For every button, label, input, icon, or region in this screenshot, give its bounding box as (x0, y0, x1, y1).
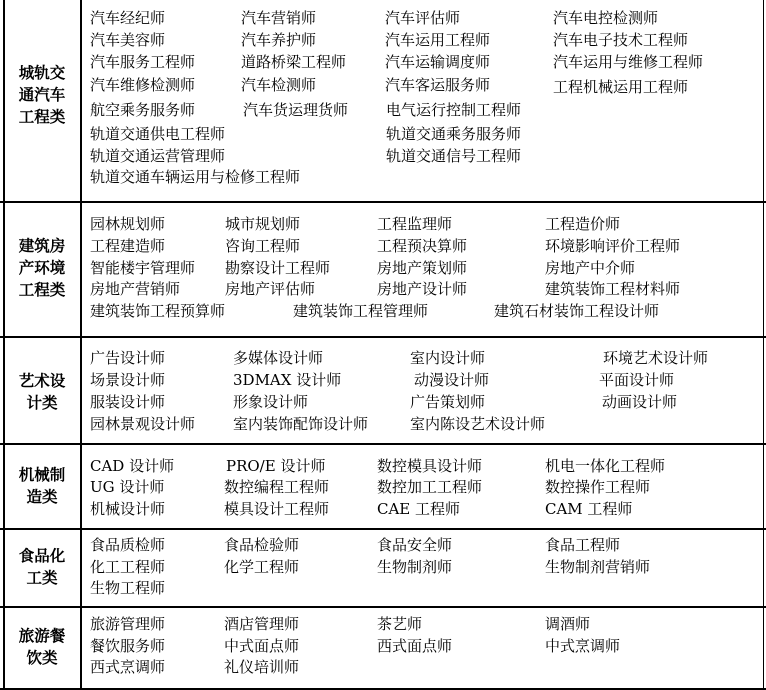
job-title: 食品安全师 (377, 536, 453, 554)
job-title: 房地产策划师 (377, 259, 468, 277)
job-title: 勘察设计工程师 (225, 259, 331, 277)
job-title: 汽车美容师 (90, 31, 166, 49)
category-line: 工程类 (18, 281, 66, 299)
job-title: 汽车养护师 (241, 31, 317, 49)
job-title: 西式面点师 (377, 637, 453, 655)
job-title: 工程机械运用工程师 (553, 78, 689, 96)
category-line: 机械制 (18, 466, 66, 484)
category-line: 艺术设 (18, 372, 66, 390)
job-title: 数控加工工程师 (377, 478, 483, 496)
job-title: 园林规划师 (90, 215, 166, 233)
job-title: 航空乘务服务师 (90, 101, 196, 119)
section-divider (0, 443, 766, 445)
job-title: 化工工程师 (90, 558, 166, 576)
category-label (4, 625, 80, 669)
category-label (4, 464, 80, 508)
job-title: 汽车货运理货师 (243, 101, 349, 119)
job-title: 生物工程师 (90, 579, 166, 597)
job-title: 广告策划师 (410, 393, 486, 411)
job-title: UG 设计师 (90, 478, 165, 496)
category-label (4, 235, 80, 301)
job-title: 轨道交通供电工程师 (90, 125, 226, 143)
table-right-border (763, 0, 764, 690)
job-title: PRO/E 设计师 (226, 457, 326, 475)
job-title: 轨道交通运营管理师 (90, 147, 226, 165)
category-line: 建筑房 (18, 237, 66, 255)
job-title: 3DMAX 设计师 (233, 371, 342, 389)
job-title: 室内设计师 (410, 349, 486, 367)
job-title: 汽车营销师 (241, 9, 317, 27)
job-title: 动漫设计师 (414, 371, 490, 389)
job-title: 室内陈设艺术设计师 (410, 415, 546, 433)
job-title: 室内装饰配饰设计师 (233, 415, 369, 433)
job-title: 生物制剂师 (377, 558, 453, 576)
category-line: 造类 (26, 488, 58, 506)
job-title: 轨道交通信号工程师 (386, 147, 522, 165)
category-label (4, 545, 80, 589)
job-title: 汽车服务工程师 (90, 53, 196, 71)
job-title: 广告设计师 (90, 349, 166, 367)
category-label (4, 62, 80, 128)
job-title: 汽车客运服务师 (385, 76, 491, 94)
job-title: 礼仪培训师 (224, 658, 300, 676)
job-title: 汽车运输调度师 (385, 53, 491, 71)
category-line: 通汽车 (18, 86, 66, 104)
job-title: 汽车经纪师 (90, 9, 166, 27)
job-title: 机械设计师 (90, 500, 166, 518)
job-title: CAE 工程师 (377, 500, 461, 518)
job-title: 房地产设计师 (377, 280, 468, 298)
job-title: 工程监理师 (377, 215, 453, 233)
section-divider (0, 606, 766, 608)
job-title: 建筑石材装饰工程设计师 (494, 302, 660, 320)
job-title: 轨道交通乘务服务师 (386, 125, 522, 143)
job-title: 房地产评估师 (225, 280, 316, 298)
job-title: 建筑装饰工程预算师 (90, 302, 226, 320)
job-title: 食品质检师 (90, 536, 166, 554)
job-title: 环境艺术设计师 (603, 349, 709, 367)
section-divider (0, 528, 766, 530)
section-divider (0, 336, 766, 338)
job-title: 电气运行控制工程师 (386, 101, 522, 119)
job-title: 汽车检测师 (241, 76, 317, 94)
job-title: 动画设计师 (602, 393, 678, 411)
job-title: 平面设计师 (599, 371, 675, 389)
category-column-border (80, 0, 82, 690)
category-label (4, 370, 80, 414)
category-line: 产环境 (18, 259, 66, 277)
job-title: 轨道交通车辆运用与检修工程师 (90, 168, 301, 186)
job-title: 中式面点师 (224, 637, 300, 655)
job-title: 建筑装饰工程材料师 (545, 280, 681, 298)
category-line: 工类 (26, 569, 58, 587)
category-line: 城轨交 (18, 64, 66, 82)
job-title: 服装设计师 (90, 393, 166, 411)
job-title: 汽车运用工程师 (385, 31, 491, 49)
job-title: 数控模具设计师 (377, 457, 483, 475)
job-title: 形象设计师 (233, 393, 309, 411)
job-title: 汽车电控检测师 (553, 9, 659, 27)
job-title: 中式烹调师 (545, 637, 621, 655)
job-title: 多媒体设计师 (233, 349, 324, 367)
category-line: 工程类 (18, 108, 66, 126)
job-title: 咨询工程师 (225, 237, 301, 255)
job-title: 汽车维修检测师 (90, 76, 196, 94)
job-title: 数控编程工程师 (224, 478, 330, 496)
job-title: 场景设计师 (90, 371, 166, 389)
job-title: 工程预决算师 (377, 237, 468, 255)
job-title: 模具设计工程师 (224, 500, 330, 518)
job-title: 房地产中介师 (545, 259, 636, 277)
job-title: 机电一体化工程师 (545, 457, 666, 475)
job-title: 城市规划师 (225, 215, 301, 233)
job-title: 酒店管理师 (224, 615, 300, 633)
category-line: 饮类 (26, 649, 58, 667)
job-title: 西式烹调师 (90, 658, 166, 676)
job-title: 园林景观设计师 (90, 415, 196, 433)
job-title: 房地产营销师 (90, 280, 181, 298)
job-title: 汽车评估师 (385, 9, 461, 27)
job-title: 生物制剂营销师 (545, 558, 651, 576)
job-title: 茶艺师 (377, 615, 423, 633)
job-title: 数控操作工程师 (545, 478, 651, 496)
job-title: 建筑装饰工程管理师 (293, 302, 429, 320)
job-title: 旅游管理师 (90, 615, 166, 633)
job-title: 化学工程师 (224, 558, 300, 576)
category-line: 旅游餐 (18, 627, 66, 645)
job-title: CAD 设计师 (90, 457, 175, 475)
job-title: 道路桥梁工程师 (241, 53, 347, 71)
job-title: 智能楼宇管理师 (90, 259, 196, 277)
job-title: 工程造价师 (545, 215, 621, 233)
job-title: 餐饮服务师 (90, 637, 166, 655)
job-title: CAM 工程师 (545, 500, 633, 518)
job-title: 食品工程师 (545, 536, 621, 554)
section-divider (0, 201, 766, 203)
category-line: 食品化 (18, 547, 66, 565)
job-title: 环境影响评价工程师 (545, 237, 681, 255)
job-title: 汽车运用与维修工程师 (553, 53, 704, 71)
job-title: 工程建造师 (90, 237, 166, 255)
job-title: 汽车电子技术工程师 (553, 31, 689, 49)
job-title: 调酒师 (545, 615, 591, 633)
job-title: 食品检验师 (224, 536, 300, 554)
category-line: 计类 (26, 394, 58, 412)
